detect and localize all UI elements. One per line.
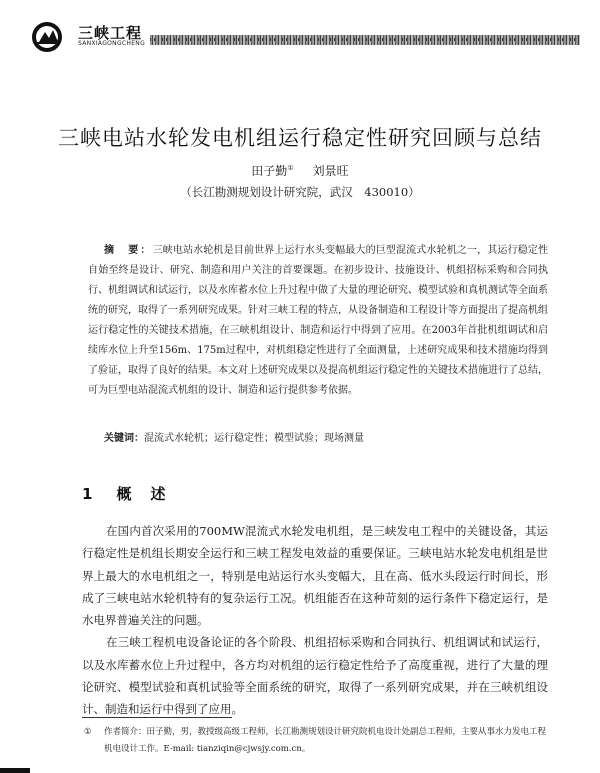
- footnote-divider: [82, 717, 232, 718]
- section-heading: [82, 483, 167, 504]
- section-number: 1: [82, 485, 95, 503]
- abstract-label: 摘 要：: [104, 245, 153, 256]
- paragraph: 在三峡工程机电设备论证的各个阶段、机组招标采购和合同执行、机组调试和试运行，以及水库蓄水位上升过程中，各方均对机组的运行稳定性给予了高度重视，进行了大量的理论研究、模型试验和真机试验等全面系统的研究，取得了一系列研究成果，并在三峡机组设计、制造和运行中得到了应用。: [82, 635, 548, 717]
- journal-logo-icon: [30, 20, 74, 54]
- footnote-reference: ①: [287, 164, 294, 172]
- footnote-text: 作者简介：田子勤，男，教授级高级工程师，长江勘测规划设计研究院机电设计处副总工程师，主要从事水力发电工程机电设计工作。E-mail: tianziqin@cjwsjy.com.cn。: [104, 727, 547, 754]
- header-decorative-band: [150, 35, 580, 45]
- abstract-text: 三峡电站水轮机是目前世界上运行水头变幅最大的巨型混流式水轮机之一，其运行稳定性自始至终是设计、研究、制造和用户关注的首要课题。在初步设计、技施设计、机组招标采购和合同执行、机组调试和试运行，以及水库蓄水位上升过程中做了大量的理论研究、模型试验和真机测试等全面系统的研究，取得了一系列研究成果。针对三峡工程的特点，从设备制造和工程设计等方面提出了提高机组运行稳定性的关键技术措施，在三峡机组设计、制造和运行中得到了应用。在2003年首批机组调试和启续库水位上升至156m、175m过程中，对机组稳定性进行了全面测量，上述研究成果和技术措施均得到了验证，取得了良好的结果。本文对上述研究成果以及提高机组运行稳定性的关键技术措施进行了总结，可为巨型电站混流式机组的设计、制造和运行提供参考依据。: [88, 245, 549, 396]
- footnote-mark: ①: [84, 727, 92, 737]
- abstract: [88, 241, 548, 401]
- affiliation: （长江勘测规划设计研究院，武汉 430010）: [180, 185, 420, 199]
- keywords-text: 混流式水轮机；运行稳定性；模型试验；现场测量: [144, 433, 364, 444]
- author-line: [0, 162, 600, 179]
- paper-title: 三峡电站水轮发电机组运行稳定性研究回顾与总结: [58, 126, 542, 150]
- section-title: 概 述: [116, 485, 168, 503]
- author-name: 田子勤: [251, 164, 288, 178]
- journal-header: [0, 0, 600, 62]
- keywords: [104, 429, 544, 449]
- author-name: 刘景旺: [312, 164, 349, 178]
- body-text: [82, 520, 548, 721]
- page-edge-mark: [0, 768, 30, 773]
- footnote: [84, 724, 550, 758]
- journal-name-pinyin: SANXIAGONGCHENG: [78, 40, 146, 47]
- journal-name: 三峡工程: [78, 24, 143, 42]
- keywords-label: 关键词：: [104, 433, 144, 444]
- paragraph: 在国内首次采用的700MW混流式水轮发电机组，是三峡发电工程中的关键设备，其运行稳定性是机组长期安全运行和三峡工程发电效益的重要保证。三峡电站水轮发电机组是世界上最大的水电机组之一，特别是电站运行水头变幅大，且在高、低水头段运行时间长，形成了三峡电站水轮机特有的复杂运行工况。机组能否在这种苛刻的运行条件下稳定运行，是水电界普遍关注的问题。: [82, 524, 548, 628]
